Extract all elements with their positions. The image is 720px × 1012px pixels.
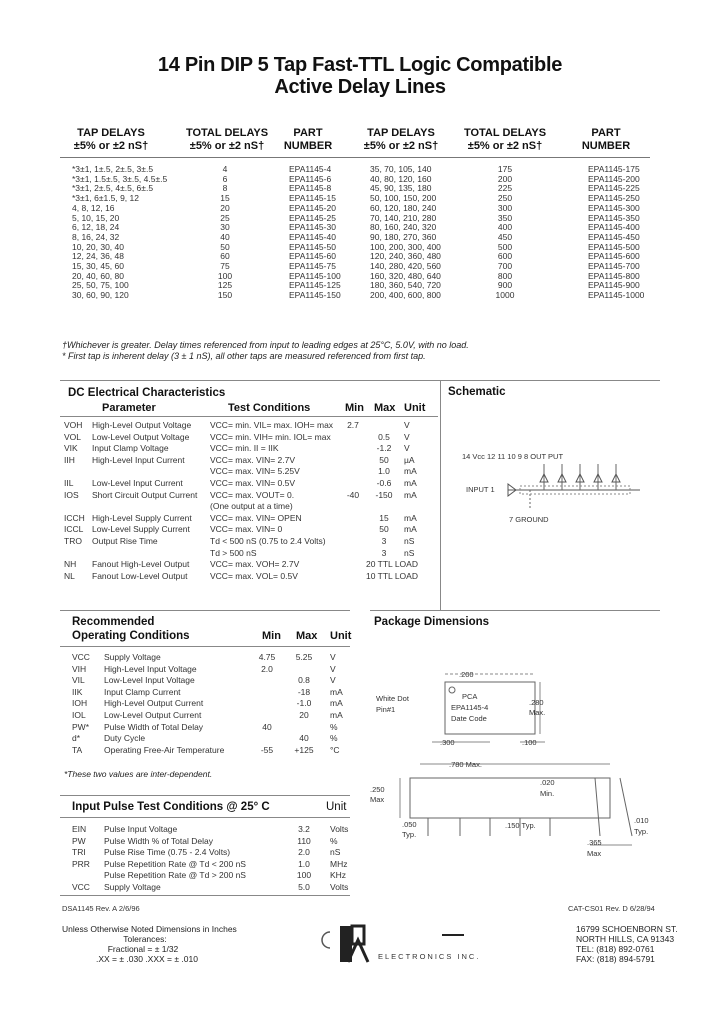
dim-365: .365	[587, 838, 602, 847]
part-number-cell: EPA1145-450	[588, 231, 640, 242]
total-delay-cell: 60	[220, 251, 230, 262]
rec-hdr-max: Max	[296, 630, 318, 642]
pulse-row-sym: EIN	[72, 824, 87, 834]
dc-row-max: 3	[381, 547, 387, 558]
pulse-row-param: Pulse Repetition Rate @ Td < 200 nS	[104, 858, 246, 869]
dc-row-cond: Td < 500 nS (0.75 to 2.4 Volts)	[210, 536, 326, 546]
rec-note: *These two values are inter-dependent.	[64, 769, 213, 779]
total-delay-cell: 225	[497, 183, 513, 194]
right-part-numbers-column	[588, 165, 644, 301]
rec-row-max: 5.25	[295, 652, 313, 662]
total-delay-cell: 800	[497, 270, 513, 281]
tap-delay-cell: 20, 40, 60, 80	[72, 270, 124, 281]
rec-row-max: 0.8	[298, 675, 310, 686]
dim-250-max: Max	[370, 795, 385, 804]
dc-row-cond: Td > 500 nS	[210, 547, 257, 558]
dc-hdr-unit: Unit	[404, 402, 426, 414]
tap-delay-cell: 180, 360, 540, 720	[370, 280, 441, 291]
tap-delay-cell: 40, 80, 120, 160	[370, 173, 432, 184]
dim-white-dot: White Dot	[376, 694, 409, 703]
dc-row-max: -0.6	[376, 478, 392, 488]
tap-delay-cell: 35, 70, 105, 140	[370, 164, 432, 174]
rec-row-param: Low-Level Input Voltage	[104, 675, 195, 686]
total-delay-cell: 200	[497, 173, 513, 184]
pulse-row-value: 3.2	[298, 824, 310, 834]
pulse-row-unit: Volts	[330, 824, 349, 834]
dim-050: .050	[402, 820, 417, 829]
dim-010: .010	[634, 816, 649, 825]
pulse-row-sym: TRI	[72, 847, 86, 858]
part-number-cell: EPA1145-300	[588, 202, 640, 213]
dc-row-param: Fanout High-Level Output	[92, 559, 190, 570]
total-delay-cell: 600	[497, 251, 513, 262]
rec-row-param: Duty Cycle	[104, 733, 146, 744]
part-number-cell: EPA1145-400	[588, 222, 640, 233]
dim-050-typ: Typ.	[402, 830, 417, 839]
tap-delay-cell: 15, 30, 45, 60	[72, 261, 124, 272]
rec-row-sym: TA	[72, 744, 83, 755]
dc-row-sym: NH	[64, 559, 77, 570]
part-number-cell: EPA1145-350	[588, 212, 640, 223]
dc-row-max: 50	[379, 454, 389, 465]
dc-row-max: 10 TTL LOAD	[366, 570, 418, 581]
rec-row-sym: IOH	[72, 698, 88, 709]
package-title: Package Dimensions	[374, 616, 490, 628]
total-delay-cell: 8	[222, 183, 228, 194]
right-tap-delays-column	[370, 165, 441, 301]
total-delay-cell: 40	[220, 231, 230, 242]
part-number-cell: EPA1145-175	[588, 164, 640, 174]
part-number-cell: EPA1145-200	[588, 173, 640, 184]
hdr-tap-delays-left: TAP DELAYS ±5% or ±2 nS†	[73, 127, 149, 152]
rec-row-sym: IIK	[72, 686, 83, 697]
dc-row-sym: IOS	[64, 489, 79, 500]
dim-780: .780 Max.	[449, 760, 482, 769]
dc-row-param: High-Level Output Voltage	[92, 420, 192, 430]
rec-row-max: -1.0	[296, 698, 312, 709]
dc-row-unit: nS	[404, 536, 415, 546]
total-delay-cell: 4	[222, 164, 228, 174]
dc-hdr-parameter: Parameter	[102, 402, 156, 414]
dim-pin1: Pin#1	[376, 705, 396, 714]
part-number-cell: EPA1145-225	[588, 183, 640, 194]
dc-row-sym: VOL	[64, 431, 82, 442]
dc-row-unit: V	[404, 431, 410, 442]
hdr-part-number-left: PART NUMBER	[283, 127, 333, 152]
part-number-cell: EPA1145-700	[588, 261, 640, 272]
dc-row-sym: VIK	[64, 443, 78, 454]
pulse-row-unit: nS	[330, 847, 341, 858]
dc-row-sym: IIH	[64, 454, 75, 465]
footer-tol-4: .XX = ± .030 .XXX = ± .010	[96, 954, 198, 964]
schematic-ground-label: 7 GROUND	[509, 515, 549, 524]
pulse-row-unit: MHz	[330, 858, 348, 869]
dc-row-param: Fanout Low-Level Output	[92, 570, 188, 581]
footer-tel: TEL: (818) 892-0761	[576, 944, 655, 954]
tap-delay-cell: 140, 280, 420, 560	[370, 261, 441, 272]
part-number-cell: EPA1145-20	[289, 202, 336, 213]
rec-row-unit: V	[330, 675, 336, 686]
dc-row-max: -1.2	[376, 443, 392, 454]
rec-row-max: +125	[294, 744, 314, 755]
rec-row-sym: d*	[72, 733, 81, 744]
dc-row-unit: V	[404, 443, 410, 454]
tap-delay-cell: 25, 50, 75, 100	[72, 280, 129, 291]
hdr-total-delays-left: TOTAL DELAYS ±5% or ±2 nS†	[185, 127, 269, 152]
dim-280: .280	[529, 698, 544, 707]
dc-row-cond: VCC= max. VIN= 5.25V	[210, 466, 300, 477]
dc-row-unit: mA	[404, 512, 417, 523]
dc-row-unit: mA	[404, 524, 417, 535]
part-number-cell: EPA1145-500	[588, 241, 640, 252]
total-delay-cell: 125	[217, 280, 233, 291]
rec-row-param: High-Level Input Voltage	[104, 663, 197, 674]
rec-row-unit: %	[330, 721, 338, 732]
dc-row-cond: VCC= max. VOH= 2.7V	[210, 559, 300, 570]
left-part-numbers-column	[289, 165, 341, 301]
pulse-row-sym: PRR	[72, 858, 90, 869]
dc-row-cond: VCC= max. VOL= 0.5V	[210, 570, 298, 581]
total-delay-cell: 175	[497, 164, 513, 174]
dim-020: .020	[540, 778, 555, 787]
dc-row-unit: mA	[404, 489, 417, 500]
pulse-row-value: 110	[297, 835, 311, 846]
dc-row-sym: IIL	[64, 478, 74, 488]
footer-doc-left: DSA1145 Rev. A 2/6/96	[62, 904, 140, 913]
dc-row-max: 1.0	[378, 466, 390, 477]
part-number-cell: EPA1145-8	[289, 183, 332, 194]
tap-delay-cell: 50, 100, 150, 200	[370, 193, 437, 204]
rec-row-max: -18	[297, 686, 311, 697]
tap-delay-cell: 60, 120, 180, 240	[370, 202, 437, 213]
total-delay-cell: 20	[220, 202, 230, 213]
pulse-row-value: 100	[296, 870, 312, 881]
dc-row-cond: VCC= max. VIN= 0	[210, 524, 283, 535]
hdr-part-number-right: PART NUMBER	[581, 127, 631, 152]
dc-row-param: High-Level Supply Current	[92, 512, 192, 523]
rec-row-param: Pulse Width of Total Delay	[104, 721, 204, 732]
part-number-cell: EPA1145-4	[289, 164, 332, 174]
delay-note-1: †Whichever is greater. Delay times referenced from input to leading edges at 25°C, 5.0V, with no load.	[62, 340, 469, 350]
total-delay-cell: 900	[497, 280, 513, 291]
dc-row-unit: mA	[404, 466, 417, 477]
dc-title: DC Electrical Characteristics	[68, 387, 226, 399]
dc-row-unit: µA	[404, 454, 415, 465]
page-subtitle: Active Delay Lines	[274, 76, 446, 98]
total-delay-cell: 300	[497, 202, 513, 213]
dc-row-cond: VCC= max. VIN= 0.5V	[210, 478, 296, 488]
rec-row-unit: °C	[330, 744, 340, 755]
footer-addr-2: NORTH HILLS, CA 91343	[576, 934, 675, 944]
rec-row-sym: IOL	[72, 710, 86, 720]
rec-row-min: 40	[262, 721, 272, 732]
pulse-row-value: 5.0	[298, 882, 310, 892]
dc-row-sym: VOH	[64, 420, 83, 430]
part-number-cell: EPA1145-1000	[588, 290, 645, 301]
hdr-tap-delays-right: TAP DELAYS ±5% or ±2 nS†	[363, 127, 439, 152]
part-number-cell: EPA1145-75	[289, 261, 336, 272]
package-brand: PCA	[462, 692, 478, 701]
dim-150: .150 Typ.	[505, 821, 536, 830]
tap-delay-cell: 70, 140, 210, 280	[370, 212, 437, 223]
dim-010-typ: Typ.	[634, 827, 649, 836]
schematic-pins-label: 14 Vcc 12 11 10 9 8 OUT PUT	[462, 452, 564, 461]
total-delay-cell: 75	[220, 261, 230, 272]
package-part: EPA1145-4	[451, 703, 489, 712]
total-delay-cell: 350	[497, 212, 513, 223]
tap-delay-cell: 30, 60, 90, 120	[72, 290, 129, 301]
pulse-row-param: Supply Voltage	[104, 882, 161, 892]
rec-row-unit: %	[330, 733, 338, 744]
dim-100: .100	[522, 738, 537, 747]
pulse-row-sym: PW	[72, 835, 86, 846]
dc-row-unit: nS	[404, 547, 415, 558]
tap-delay-cell: 80, 160, 240, 320	[370, 222, 437, 233]
part-number-cell: EPA1145-25	[289, 212, 336, 223]
dim-365-max: Max	[587, 849, 602, 858]
total-delay-cell: 400	[497, 222, 513, 233]
rec-row-unit: mA	[330, 710, 343, 720]
dc-row-sym: ICCH	[64, 512, 85, 523]
tap-delay-cell: 160, 320, 480, 640	[370, 270, 441, 281]
company-name: ELECTRONICS INC.	[378, 952, 481, 961]
dc-row-min: 2.7	[347, 420, 359, 430]
footer-fax: FAX: (818) 894-5791	[576, 954, 655, 964]
dc-row-cond: VCC= min. VIH= min. IOL= max	[210, 431, 331, 442]
rec-row-min: -55	[260, 744, 274, 755]
tap-delay-cell: 10, 20, 30, 40	[72, 241, 124, 252]
dc-hdr-min: Min	[345, 402, 364, 414]
dc-row-cond: VCC= max. VOUT= 0.	[210, 489, 295, 500]
rec-row-sym: VCC	[72, 652, 90, 662]
dc-row-param: Input Clamp Voltage	[92, 443, 169, 454]
pca-logo-icon	[318, 920, 376, 966]
part-number-cell: EPA1145-800	[588, 270, 640, 281]
pulse-row-sym: VCC	[72, 882, 90, 892]
tap-delay-cell: 100, 200, 300, 400	[370, 241, 441, 252]
total-delay-cell: 1000	[495, 290, 515, 301]
right-total-delays-column	[480, 165, 530, 301]
part-number-cell: EPA1145-6	[289, 173, 332, 184]
part-number-cell: EPA1145-250	[588, 193, 640, 204]
tap-delay-cell: 5, 10, 15, 20	[72, 212, 120, 223]
schematic-diagram	[500, 462, 650, 514]
rec-row-max: 40	[299, 733, 309, 744]
dc-row-cond: VCC= max. VIN= OPEN	[210, 512, 302, 523]
rec-hdr-unit: Unit	[330, 630, 352, 642]
tap-delay-cell: 90, 180, 270, 360	[370, 231, 437, 242]
total-delay-cell: 6	[222, 173, 228, 184]
rec-row-min: 2.0	[261, 663, 273, 674]
tap-delay-cell: *3±1, 2±.5, 4±.5, 6±.5	[72, 183, 154, 194]
schematic-title: Schematic	[448, 386, 506, 398]
dc-row-param: Low-Level Supply Current	[92, 524, 190, 535]
dim-020-min: Min.	[540, 789, 555, 798]
pulse-row-param: Pulse Rise Time (0.75 - 2.4 Volts)	[104, 847, 231, 858]
dc-row-max: 50	[379, 524, 389, 535]
rec-row-param: Low-Level Output Current	[104, 710, 202, 720]
footer-addr-1: 16799 SCHOENBORN ST.	[576, 924, 678, 934]
rec-title-2: Operating Conditions	[72, 630, 190, 642]
package-date-code: Date Code	[451, 714, 487, 723]
dc-row-sym: NL	[64, 570, 75, 581]
part-number-cell: EPA1145-60	[289, 251, 336, 262]
total-delay-cell: 25	[220, 212, 230, 223]
rec-row-max: 20	[299, 710, 309, 720]
dim-200: .200	[459, 670, 474, 679]
pulse-row-param: Pulse Width % of Total Delay	[104, 835, 213, 846]
pulse-row-value: 2.0	[298, 847, 310, 858]
part-number-cell: EPA1145-30	[289, 222, 336, 233]
total-delay-cell: 30	[220, 222, 230, 233]
rec-row-unit: mA	[330, 698, 343, 709]
dc-hdr-conditions: Test Conditions	[228, 402, 311, 414]
dc-row-max: 15	[379, 512, 389, 523]
pulse-row-unit: Volts	[330, 882, 349, 892]
left-total-delays-column	[200, 165, 250, 301]
dc-row-param: High-Level Input Current	[92, 454, 185, 465]
tap-delay-cell: 8, 16, 24, 32	[72, 231, 120, 242]
schematic-input-label: INPUT 1	[466, 485, 495, 494]
rec-row-sym: VIL	[72, 675, 85, 686]
rec-row-sym: PW*	[72, 721, 89, 732]
dc-row-max: 0.5	[378, 431, 390, 442]
pulse-title: Input Pulse Test Conditions @ 25° C	[72, 801, 270, 813]
dim-300: .300	[440, 738, 455, 747]
hdr-total-delays-right: TOTAL DELAYS ±5% or ±2 nS†	[463, 127, 547, 152]
part-number-cell: EPA1145-900	[588, 280, 640, 291]
left-tap-delays-column	[72, 165, 167, 301]
tap-delay-cell: 4, 8, 12, 16	[72, 202, 115, 213]
tap-delay-cell: 200, 400, 600, 800	[370, 290, 441, 301]
pulse-row-param: Pulse Input Voltage	[104, 824, 178, 834]
tap-delay-cell: *3±1, 1.5±.5, 3±.5, 4.5±.5	[72, 173, 168, 184]
dc-row-cond: (One output at a time)	[210, 501, 293, 512]
pulse-row-param: Pulse Repetition Rate @ Td > 200 nS	[104, 870, 246, 881]
dim-250: .250	[370, 785, 385, 794]
pulse-hdr-unit: Unit	[326, 801, 347, 813]
dc-row-param: Output Rise Time	[92, 536, 158, 546]
part-number-cell: EPA1145-100	[289, 270, 341, 281]
dc-row-max: 20 TTL LOAD	[366, 559, 418, 570]
rec-row-unit: mA	[330, 686, 343, 697]
part-number-cell: EPA1145-600	[588, 251, 640, 262]
total-delay-cell: 450	[497, 231, 513, 242]
tap-delay-cell: 45, 90, 135, 180	[370, 183, 432, 194]
dc-row-sym: TRO	[64, 536, 82, 546]
footer-doc-right: CAT-CS01 Rev. D 6/28/94	[568, 904, 655, 913]
total-delay-cell: 15	[220, 193, 230, 204]
dc-row-unit: V	[404, 420, 410, 430]
rec-title-1: Recommended	[72, 616, 155, 628]
tap-delay-cell: 12, 24, 36, 48	[72, 251, 124, 262]
dc-hdr-max: Max	[374, 402, 396, 414]
footer-tol-3: Fractional = ± 1/32	[107, 944, 179, 954]
part-number-cell: EPA1145-15	[289, 193, 336, 204]
dc-row-param: Short Circuit Output Current	[92, 489, 198, 500]
dc-row-param: Low-Level Input Current	[92, 478, 183, 488]
rec-row-param: Operating Free-Air Temperature	[104, 744, 225, 755]
pulse-row-unit: KHz	[330, 870, 347, 881]
tap-delay-cell: 120, 240, 360, 480	[370, 251, 441, 262]
rec-row-unit: V	[330, 652, 336, 662]
dc-row-cond: VCC= min. II = IIK	[210, 443, 279, 454]
tap-delay-cell: *3±1, 6±1.5, 9, 12	[72, 193, 139, 204]
part-number-cell: EPA1145-150	[289, 290, 341, 301]
rec-row-param: Supply Voltage	[104, 652, 161, 662]
page-title: 14 Pin DIP 5 Tap Fast-TTL Logic Compatible	[157, 54, 563, 76]
dc-row-cond: VCC= min. VIL= max. IOH= max	[210, 420, 334, 430]
tap-delay-cell: 6, 12, 18, 24	[72, 222, 120, 233]
dc-row-max: 3	[381, 536, 387, 546]
total-delay-cell: 250	[497, 193, 513, 204]
footer-tol-2: Tolerances:	[123, 934, 167, 944]
delay-note-2: * First tap is inherent delay (3 ± 1 nS), all other taps are measured referenced from first tap.	[62, 351, 426, 361]
dc-row-sym: ICCL	[64, 524, 84, 535]
total-delay-cell: 50	[220, 241, 230, 252]
dc-row-min: -40	[346, 489, 360, 500]
pulse-row-unit: %	[330, 835, 338, 846]
total-delay-cell: 100	[217, 270, 233, 281]
part-number-cell: EPA1145-40	[289, 231, 336, 242]
dc-row-max: -150	[375, 489, 393, 500]
dim-280-max: Max.	[529, 708, 546, 717]
dc-row-param: Low-Level Output Voltage	[92, 431, 190, 442]
footer-tol-1: Unless Otherwise Noted Dimensions in Inches	[62, 924, 237, 934]
rec-hdr-min: Min	[262, 630, 281, 642]
total-delay-cell: 700	[497, 261, 513, 272]
total-delay-cell: 150	[217, 290, 233, 301]
rec-row-param: High-Level Output Current	[104, 698, 204, 709]
dc-row-cond: VCC= max. VIN= 2.7V	[210, 454, 296, 465]
tap-delay-cell: *3±1, 1±.5, 2±.5, 3±.5	[72, 164, 154, 174]
rec-row-param: Input Clamp Current	[104, 686, 181, 697]
rec-row-unit: V	[330, 663, 336, 674]
rec-row-sym: VIH	[72, 663, 87, 674]
dc-row-unit: mA	[404, 478, 417, 488]
rec-row-min: 4.75	[258, 652, 276, 662]
pulse-row-value: 1.0	[298, 858, 310, 869]
total-delay-cell: 500	[497, 241, 513, 252]
part-number-cell: EPA1145-50	[289, 241, 336, 252]
part-number-cell: EPA1145-125	[289, 280, 341, 291]
